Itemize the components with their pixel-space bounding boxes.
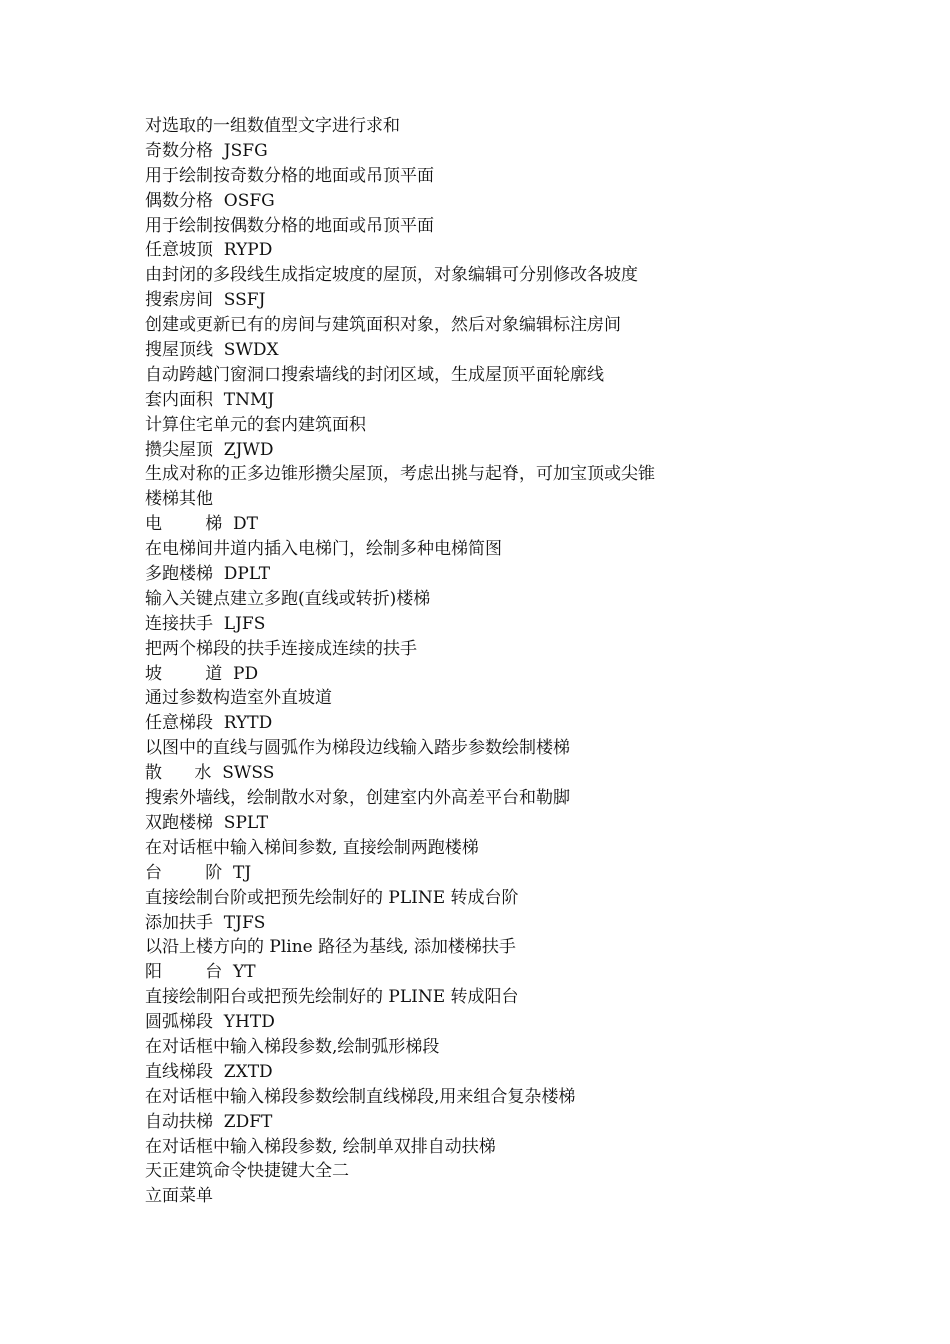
section-heading: 楼梯其他	[145, 489, 213, 510]
text-line-command: 电 梯 DT	[145, 514, 259, 535]
section-heading: 立面菜单	[145, 1186, 213, 1207]
text-line-command: 散 水 SWSS	[145, 763, 275, 784]
text-line-description: 由封闭的多段线生成指定坡度的屋顶，对象编辑可分别修改各坡度	[145, 265, 638, 286]
text-line-description: 在电梯间井道内插入电梯门，绘制多种电梯简图	[145, 539, 502, 560]
text-line-description: 直接绘制阳台或把预先绘制好的 PLINE 转成阳台	[145, 987, 519, 1008]
text-line-command: 添加扶手 TJFS	[145, 912, 266, 933]
text-line-command: 自动扶梯 ZDFT	[145, 1111, 273, 1132]
text-line-command: 奇数分格 JSFG	[145, 140, 268, 161]
text-line-description: 在对话框中输入梯间参数, 直接绘制两跑楼梯	[145, 837, 479, 858]
text-line-command: 攒尖屋顶 ZJWD	[145, 439, 274, 460]
section-heading: 天正建筑命令快捷键大全二	[145, 1161, 349, 1182]
text-line-command: 坡 道 PD	[145, 663, 259, 684]
text-line-command: 任意坡顶 RYPD	[145, 240, 273, 261]
text-line-description: 对选取的一组数值型文字进行求和	[145, 116, 400, 136]
text-line-description: 自动跨越门窗洞口搜索墙线的封闭区域，生成屋顶平面轮廓线	[145, 364, 604, 385]
text-line-description: 直接绘制台阶或把预先绘制好的 PLINE 转成台阶	[145, 887, 519, 908]
text-line-description: 以图中的直线与圆弧作为梯段边线输入踏步参数绘制楼梯	[145, 738, 570, 759]
text-line-command: 直线梯段 ZXTD	[145, 1061, 273, 1082]
document-body	[145, 114, 865, 1209]
text-line-command: 台 阶 TJ	[145, 862, 252, 883]
text-line-command: 套内面积 TNMJ	[145, 389, 275, 410]
text-line-description: 计算住宅单元的套内建筑面积	[145, 414, 366, 435]
text-line-description: 搜索外墙线，绘制散水对象，创建室内外高差平台和勒脚	[145, 788, 570, 809]
text-line-description: 把两个梯段的扶手连接成连续的扶手	[145, 638, 417, 659]
text-line-description: 用于绘制按奇数分格的地面或吊顶平面	[145, 165, 434, 186]
text-line-description: 在对话框中输入梯段参数,绘制弧形梯段	[145, 1036, 440, 1057]
text-line-description: 输入关键点建立多跑(直线或转折)楼梯	[145, 588, 431, 609]
text-line-command: 圆弧梯段 YHTD	[145, 1012, 275, 1033]
text-line-description: 创建或更新已有的房间与建筑面积对象，然后对象编辑标注房间	[145, 315, 621, 336]
text-line-description: 通过参数构造室外直坡道	[145, 688, 332, 709]
text-line-command: 搜屋顶线 SWDX	[145, 340, 279, 361]
text-line-command: 搜索房间 SSFJ	[145, 290, 266, 311]
text-line-description: 在对话框中输入梯段参数绘制直线梯段,用来组合复杂楼梯	[145, 1086, 576, 1107]
text-line-description: 以沿上楼方向的 Pline 路径为基线, 添加楼梯扶手	[145, 937, 516, 958]
text-line-command: 阳 台 YT	[145, 962, 256, 983]
text-line-description: 在对话框中输入梯段参数, 绘制单双排自动扶梯	[145, 1136, 496, 1157]
text-line-command: 多跑楼梯 DPLT	[145, 564, 271, 585]
text-line-command: 双跑楼梯 SPLT	[145, 812, 269, 833]
text-line-description: 生成对称的正多边锥形攒尖屋顶，考虑出挑与起脊，可加宝顶或尖锥	[145, 464, 655, 485]
text-line-description: 用于绘制按偶数分格的地面或吊顶平面	[145, 215, 434, 236]
text-line-command: 连接扶手 LJFS	[145, 613, 266, 634]
text-line-command: 偶数分格 OSFG	[145, 190, 275, 211]
text-line-command: 任意梯段 RYTD	[145, 713, 273, 734]
